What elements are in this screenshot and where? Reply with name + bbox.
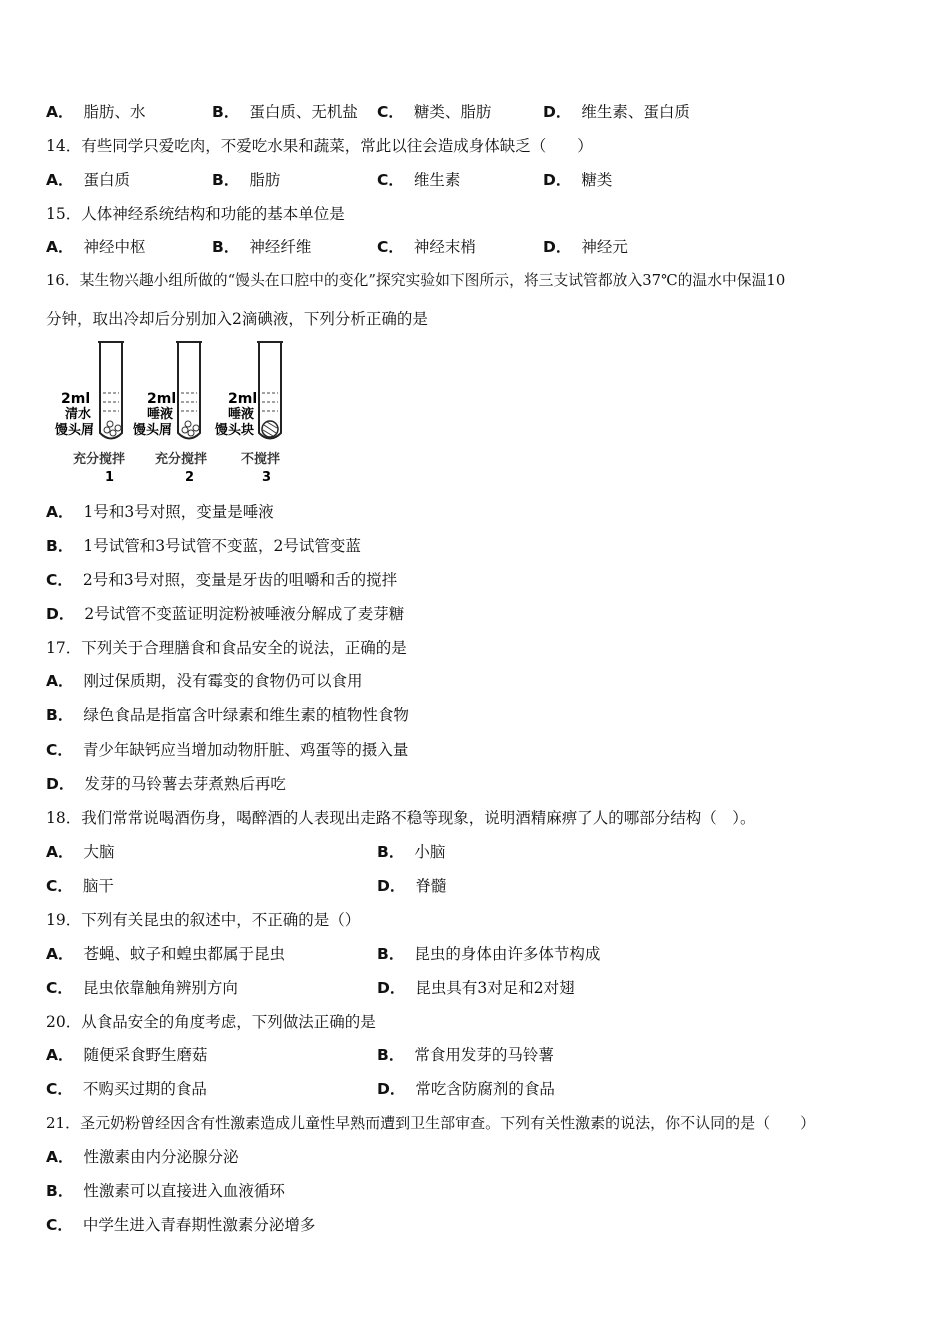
q21-option-c: C． 中学生进入青春期性激素分泌增多 [46,1216,316,1234]
q14-option-c: C． 维生素 [377,171,461,189]
q15-option-d: D． 神经元 [543,238,628,256]
tube-3-amount: 2ml [228,391,258,407]
q20-option-a: A． 随便采食野生磨菇 [46,1046,208,1064]
q16-option-a: A． 1号和3号对照，变量是唾液 [46,503,274,521]
q19-option-b: B． 昆虫的身体由许多体节构成 [377,945,601,963]
q19-option-c: C． 昆虫依靠触角辨别方向 [46,979,238,997]
q20-option-c: C． 不购买过期的食品 [46,1080,207,1098]
tube-3-action: 不搅拌 [241,452,281,467]
test-tube-figure [55,338,290,488]
q18-stem: 18．我们常常说喝酒伤身，喝醉酒的人表现出走路不稳等现象，说明酒精麻痹了人的哪部分结构（ ）。 [46,809,756,827]
q21-stem: 21．圣元奶粉曾经因含有性激素造成儿童性早熟而遭到卫生部审查。下列有关性激素的说法，你不认同的是（ ） [46,1114,816,1132]
q18-option-d: D． 脊髓 [377,877,447,895]
q17-option-b: B． 绿色食品是指富含叶绿素和维生素的植物性食物 [46,706,409,724]
test-tube-2 [133,342,207,485]
q13-option-b: B． 蛋白质、无机盐 [212,103,358,121]
q16-stem-line1: 16．某生物兴趣小组所做的“馒头在口腔中的变化”探究实验如下图所示，将三支试管都放入37℃的温水中保温10 [46,272,786,289]
q21-option-b: B． 性激素可以直接进入血液循环 [46,1182,285,1200]
tube-2-number: 2 [185,470,195,485]
q15-option-b: B． 神经纤维 [212,238,312,256]
tube-3-content: 馒头块 [215,423,255,438]
tube-1-content: 馒头屑 [55,423,95,438]
q13-option-c: C． 糖类、脂肪 [377,103,492,121]
q15-stem: 15．人体神经系统结构和功能的基本单位是 [46,205,345,223]
q17-stem: 17．下列关于合理膳食和食品安全的说法，正确的是 [46,639,407,657]
q15-option-c: C． 神经末梢 [377,238,476,256]
test-tube-1 [55,342,125,485]
tube-2-amount: 2ml [147,391,177,407]
q19-option-d: D． 昆虫具有3对足和2对翅 [377,979,575,997]
q13-option-a: A． 脂肪、水 [46,103,146,121]
tube-3-number: 3 [262,470,272,485]
tube-1-action: 充分搅拌 [73,452,126,467]
q13-option-d: D． 维生素、蛋白质 [543,103,690,121]
q18-option-c: C． 脑干 [46,877,114,895]
q17-option-d: D． 发芽的马铃薯去芽煮熟后再吃 [46,775,286,793]
q18-option-b: B． 小脑 [377,843,446,861]
test-tube-3 [215,342,283,485]
q16-stem-line2: 分钟，取出冷却后分别加入2滴碘液，下列分析正确的是 [46,310,428,328]
q19-option-a: A． 苍蝇、蚊子和蝗虫都属于昆虫 [46,945,286,963]
q17-option-c: C． 青少年缺钙应当增加动物肝脏、鸡蛋等的摄入量 [46,741,409,759]
q14-stem: 14．有些同学只爱吃肉，不爱吃水果和蔬菜，常此以往会造成身体缺乏（ ） [46,137,593,155]
tube-2-liquid: 唾液 [147,407,174,422]
q17-option-a: A． 刚过保质期，没有霉变的食物仍可以食用 [46,672,363,690]
q18-option-a: A． 大脑 [46,843,115,861]
tube-1-number: 1 [105,470,115,485]
q20-option-d: D． 常吃含防腐剂的食品 [377,1080,555,1098]
q14-option-b: B． 脂肪 [212,171,281,189]
tube-1-liquid: 清水 [65,407,92,422]
q16-option-c: C． 2号和3号对照，变量是牙齿的咀嚼和舌的搅拌 [46,571,398,589]
q21-option-a: A． 性激素由内分泌腺分泌 [46,1148,239,1166]
q14-option-d: D． 糖类 [543,171,613,189]
q16-option-b: B． 1号试管和3号试管不变蓝，2号试管变蓝 [46,537,361,555]
tube-1-amount: 2ml [61,391,91,407]
q20-option-b: B． 常食用发芽的马铃薯 [377,1046,554,1064]
tube-3-liquid: 唾液 [228,407,255,422]
q16-option-d: D． 2号试管不变蓝证明淀粉被唾液分解成了麦芽糖 [46,605,405,623]
tube-2-content: 馒头屑 [133,423,173,438]
q15-option-a: A． 神经中枢 [46,238,146,256]
q19-stem: 19．下列有关昆虫的叙述中，不正确的是（） [46,911,361,929]
tube-2-action: 充分搅拌 [155,452,208,467]
q20-stem: 20．从食品安全的角度考虑，下列做法正确的是 [46,1013,376,1031]
q14-option-a: A． 蛋白质 [46,171,131,189]
